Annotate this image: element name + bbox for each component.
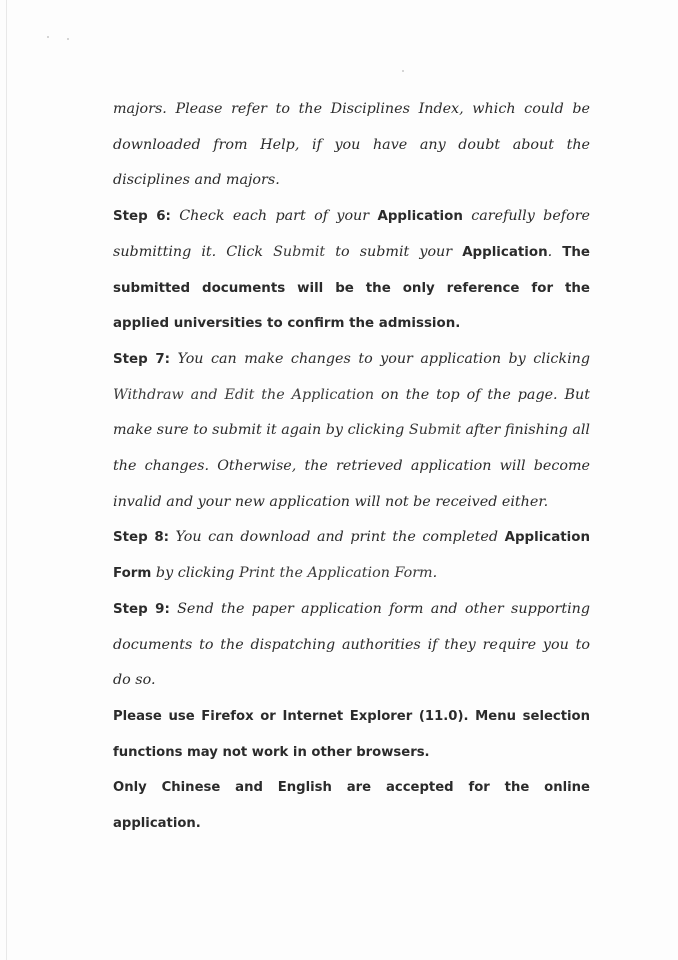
withdraw-and-edit-reference: Withdraw and Edit the Application xyxy=(113,386,375,403)
step-7-label: Step 7: xyxy=(113,351,170,367)
browser-note: Please use Firefox or Internet Explorer (11.0). Menu selection functions may not work in other browsers. xyxy=(113,708,590,760)
step-7-text-1: You can make changes to your application by clicking xyxy=(170,350,591,367)
intro-paragraph xyxy=(113,92,590,199)
step-6-text-4: . xyxy=(547,243,563,260)
step-9-text-1: Send the paper application form and other supporting documents to the dispatching authorities if they require you to do so. xyxy=(113,600,590,689)
step-8-text-2: by clicking xyxy=(151,565,239,582)
application-term: Application xyxy=(462,244,548,260)
step-6-label: Step 6: xyxy=(113,209,171,225)
step-6-bold-sentence: The submitted documents will be the only reference for the applied universities to confirm the admission. xyxy=(113,244,590,332)
intro-text: majors. Please refer to the Disciplines Index, which could be downloaded from Help, if you have any doubt about the disciplines and majors. xyxy=(113,101,590,189)
submit-reference: Submit xyxy=(273,243,326,260)
print-application-form-reference: Print the Application Form xyxy=(239,565,433,582)
application-term: Application xyxy=(377,209,463,225)
step-6-text-3: to submit your xyxy=(325,243,463,260)
step-9-paragraph xyxy=(113,592,590,699)
step-6-text-2: carefully before submitting it. Click xyxy=(113,208,590,260)
browser-note-paragraph xyxy=(113,699,590,770)
step-9-label: Step 9: xyxy=(113,601,170,617)
scan-speck xyxy=(67,38,69,40)
document-body xyxy=(113,92,590,842)
application-form-term: Application Form xyxy=(113,530,590,582)
language-note-paragraph xyxy=(113,770,590,841)
step-8-paragraph xyxy=(113,520,590,591)
step-8-label: Step 8: xyxy=(113,530,170,546)
step-7-paragraph xyxy=(113,342,590,521)
language-note: Only Chinese and English are accepted for the online application. xyxy=(113,780,590,832)
step-7-text-3: after finishing all the changes. Otherwise, the retrieved application will become invalid and your new application will not be received either. xyxy=(113,422,590,510)
scan-speck xyxy=(47,36,49,38)
submit-reference: Submit xyxy=(408,422,461,439)
step-6-text-1: Check each part of your xyxy=(170,208,378,225)
step-6-paragraph xyxy=(113,199,590,342)
step-8-text-1: You can download and print the completed xyxy=(169,529,505,546)
scan-speck xyxy=(402,70,404,72)
step-8-text-3: . xyxy=(432,565,438,582)
step-7-text-2: on the top of the page. But make sure to submit it again by clicking xyxy=(113,386,590,439)
